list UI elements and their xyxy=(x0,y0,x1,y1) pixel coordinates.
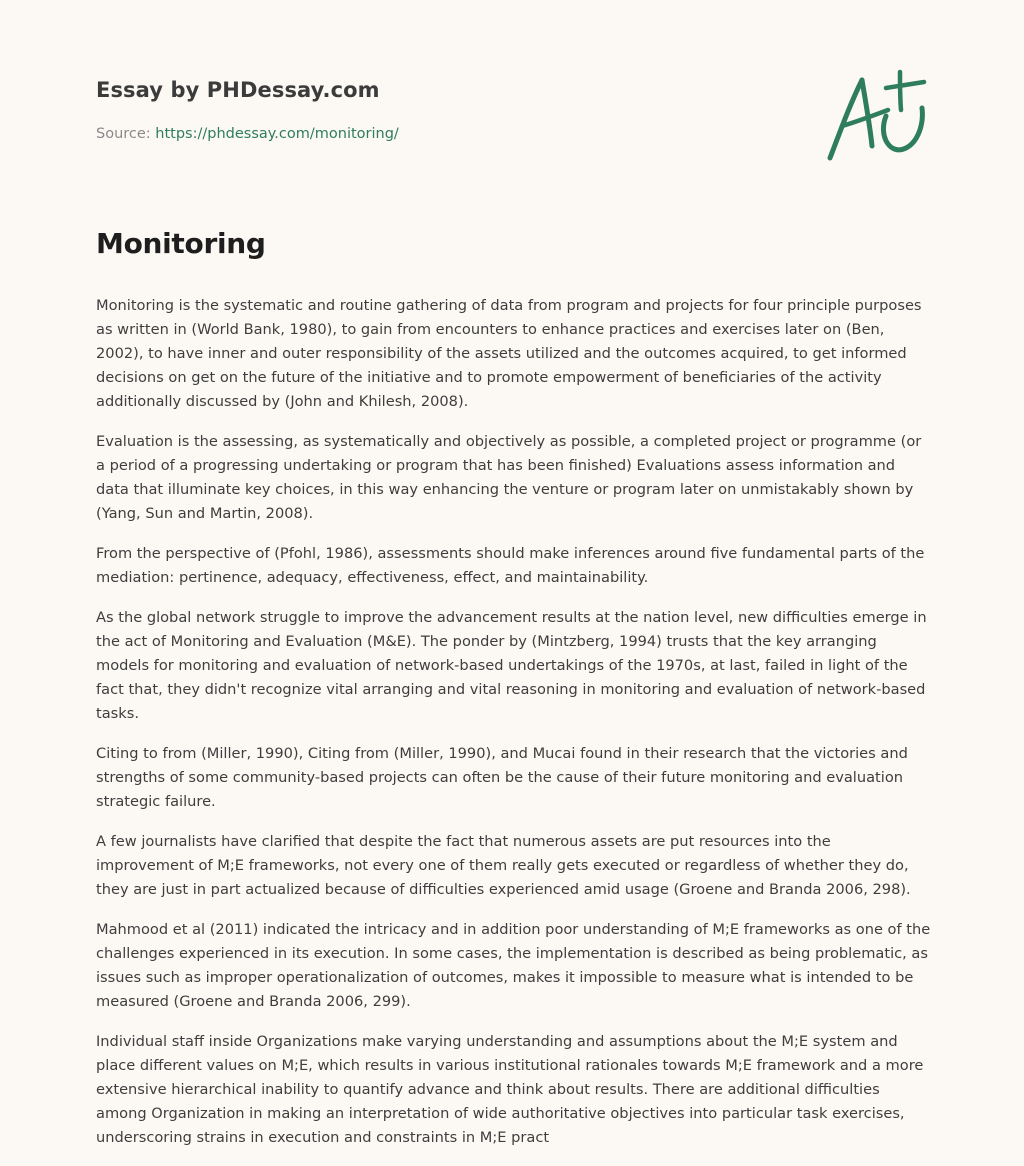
article-paragraph: Citing to from (Miller, 1990), Citing from (Miller, 1990), and Mucai found in their research that the victories and strengths of some community-based projects can often be the cause of their future monitoring and evaluation strategic failure. xyxy=(96,745,908,810)
article-paragraph: Monitoring is the systematic and routine gathering of data from program and projects for four principle purposes as written in (World Bank, 1980), to gain from encounters to enhance practices and exercises later on (Ben, 2002), to have inner and outer responsibility of the assets utilized and the outcomes acquired, to get informed decisions on get on the future of the initiative and to promote empowerment of beneficiaries of the activity additionally discussed by (John and Khilesh, 2008). xyxy=(96,297,922,410)
article xyxy=(96,222,932,1166)
article-paragraph: As the global network struggle to improve the advancement results at the nation level, new difficulties emerge in the act of Monitoring and Evaluation (M&E). The ponder by (Mintzberg, 1994) trusts that the key arranging models for monitoring and evaluation of network-based undertakings of the 1970s, at last, failed in light of the fact that, they didn't recognize vital arranging and vital reasoning in monitoring and evaluation of network-based tasks. xyxy=(96,609,927,722)
a-plus-logo-icon xyxy=(820,64,932,168)
page-header xyxy=(96,76,696,144)
article-paragraph: A few journalists have clarified that despite the fact that numerous assets are put resources into the improvement of M;E frameworks, not every one of them really gets executed or regardless of whether they do, they are just in part actualized because of difficulties experienced amid usage (Groene and Branda 2006, 298). xyxy=(96,833,911,898)
article-paragraph: From the perspective of (Pfohl, 1986), assessments should make inferences around five fundamental parts of the mediation: pertinence, adequacy, effectiveness, effect, and maintainability. xyxy=(96,545,925,586)
article-title: Monitoring xyxy=(96,227,266,260)
article-paragraph: Mahmood et al (2011) indicated the intricacy and in addition poor understanding of M;E frameworks as one of the challenges experienced in its execution. In some cases, the implementation is described as being problematic, as issues such as improper operationalization of outcomes, makes it impossible to measure what is intended to be measured (Groene and Branda 2006, 299). xyxy=(96,921,931,1010)
source-label: Source: xyxy=(96,126,156,142)
article-paragraph: Evaluation is the assessing, as systematically and objectively as possible, a completed project or programme (or a period of a progressing undertaking or program that has been finished) Evaluations assess information and data that illuminate key choices, in this way enhancing the venture or program later on unmistakably shown by (Yang, Sun and Martin, 2008). xyxy=(96,433,922,522)
source-link[interactable]: https://phdessay.com/monitoring/ xyxy=(155,126,399,142)
source-line xyxy=(96,124,696,144)
site-title: Essay by PHDessay.com xyxy=(96,78,380,102)
article-paragraph: Individual staff inside Organizations make varying understanding and assumptions about the M;E system and place different values on M;E, which results in various institutional rationales towards M;E framework and a more extensive hierarchical inability to quantify advance and think about results. There are additional difficulties among Organization in making an interpretation of wide authoritative objectives into particular task exercises, underscoring strains in execution and constraints in M;E pract xyxy=(96,1033,924,1146)
